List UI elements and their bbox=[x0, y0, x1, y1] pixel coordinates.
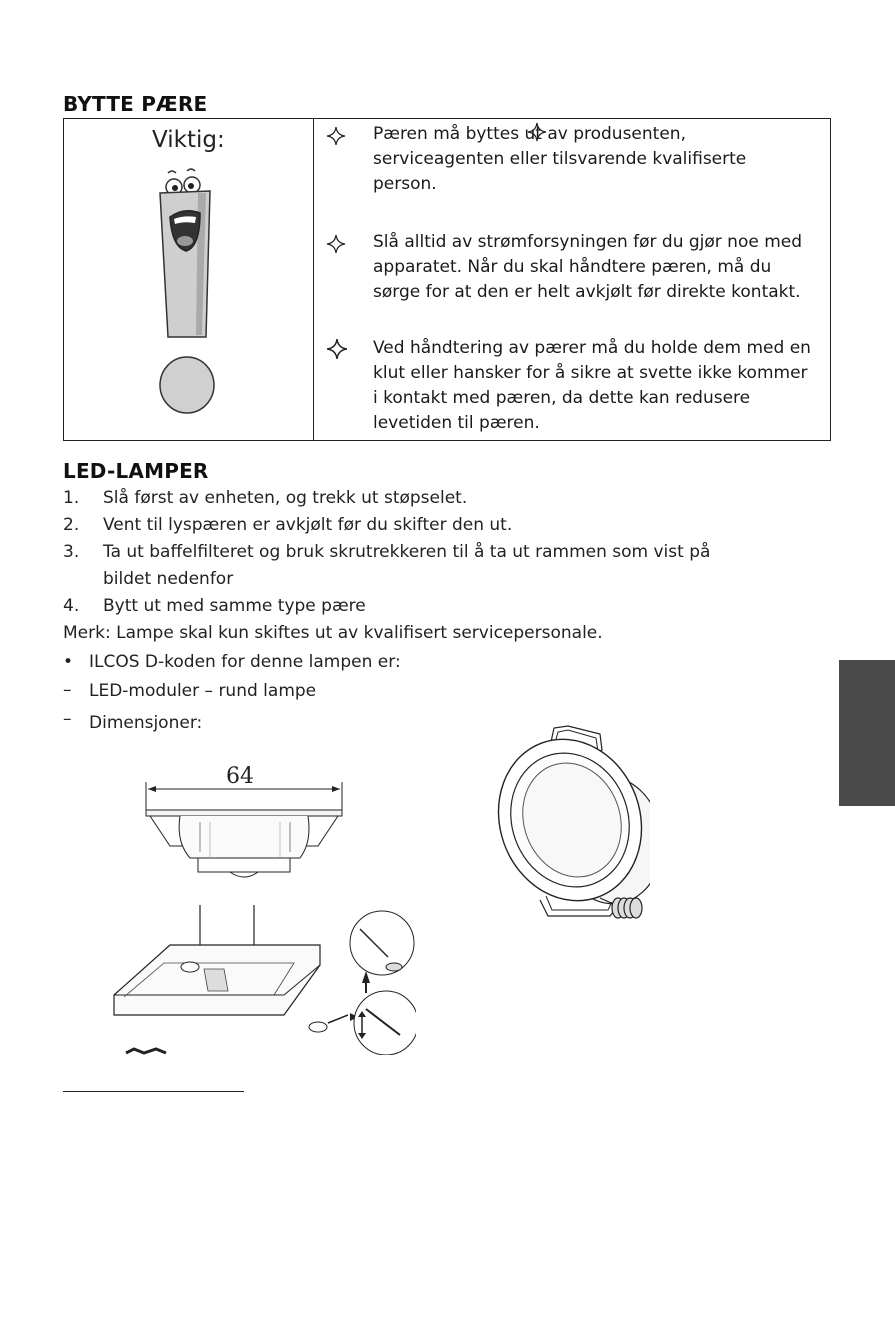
step-number: 1. bbox=[63, 488, 80, 508]
warning-bullet-text-3: Ved håndtering av pærer må du holde dem med en klut eller hansker for å sikre at svette ikke kommer i kontakt med pæren, da dette kan redusere levetiden til pæren. bbox=[373, 338, 811, 433]
bullet-dot-icon: • bbox=[63, 652, 74, 672]
lamp-side-view-drawing bbox=[140, 782, 350, 890]
step-text-continued: bildet nedenfor bbox=[103, 569, 234, 589]
dash-icon: – bbox=[63, 680, 72, 700]
section-heading-bytte-paere: BYTTE PÆRE bbox=[63, 92, 208, 116]
step-number: 4. bbox=[63, 596, 80, 616]
four-point-star-icon bbox=[326, 338, 348, 360]
led-module-text: LED-moduler – rund lampe bbox=[89, 681, 317, 701]
step-number: 2. bbox=[63, 515, 80, 535]
note-text: Merk: Lampe skal kun skiftes ut av kvalifisert servicepersonale. bbox=[63, 623, 603, 643]
round-led-lamp-drawing bbox=[490, 720, 650, 920]
warning-bullet-text-1: Pæren må byttes ut av produsenten, serviceagenten eller tilsvarende kvalifiserte person. bbox=[373, 124, 747, 194]
step-text: Ta ut baffelfilteret og bruk skrutrekkeren til å ta ut rammen som vist på bbox=[103, 542, 711, 562]
dash-icon: – bbox=[63, 709, 72, 729]
section-heading-led-lamper: LED-LAMPER bbox=[63, 459, 209, 483]
ilcos-text: ILCOS D-koden for denne lampen er: bbox=[89, 652, 401, 672]
step-text: Vent til lyspæren er avkjølt før du skifter den ut. bbox=[103, 515, 513, 535]
warning-bullet-text-2: Slå alltid av strømforsyningen før du gjør noe med apparatet. Når du skal håndtere pæren, må du sørge for at den er helt avkjølt før direkte kontakt. bbox=[373, 232, 803, 302]
exclamation-mascot-icon bbox=[154, 167, 224, 417]
hood-lamp-removal-drawing bbox=[104, 905, 416, 1055]
table-divider bbox=[313, 119, 314, 440]
footnote-divider bbox=[63, 1091, 244, 1092]
dimensions-text: Dimensjoner: bbox=[89, 713, 203, 733]
four-point-star-icon bbox=[326, 126, 346, 146]
step-number: 3. bbox=[63, 542, 80, 562]
dimension-value: 64 bbox=[226, 764, 254, 789]
step-text: Bytt ut med samme type pære bbox=[103, 596, 366, 616]
step-text: Slå først av enheten, og trekk ut støpselet. bbox=[103, 488, 468, 508]
side-tab-marker bbox=[839, 660, 895, 806]
important-label: Viktig: bbox=[152, 127, 225, 153]
four-point-star-icon bbox=[326, 234, 346, 254]
